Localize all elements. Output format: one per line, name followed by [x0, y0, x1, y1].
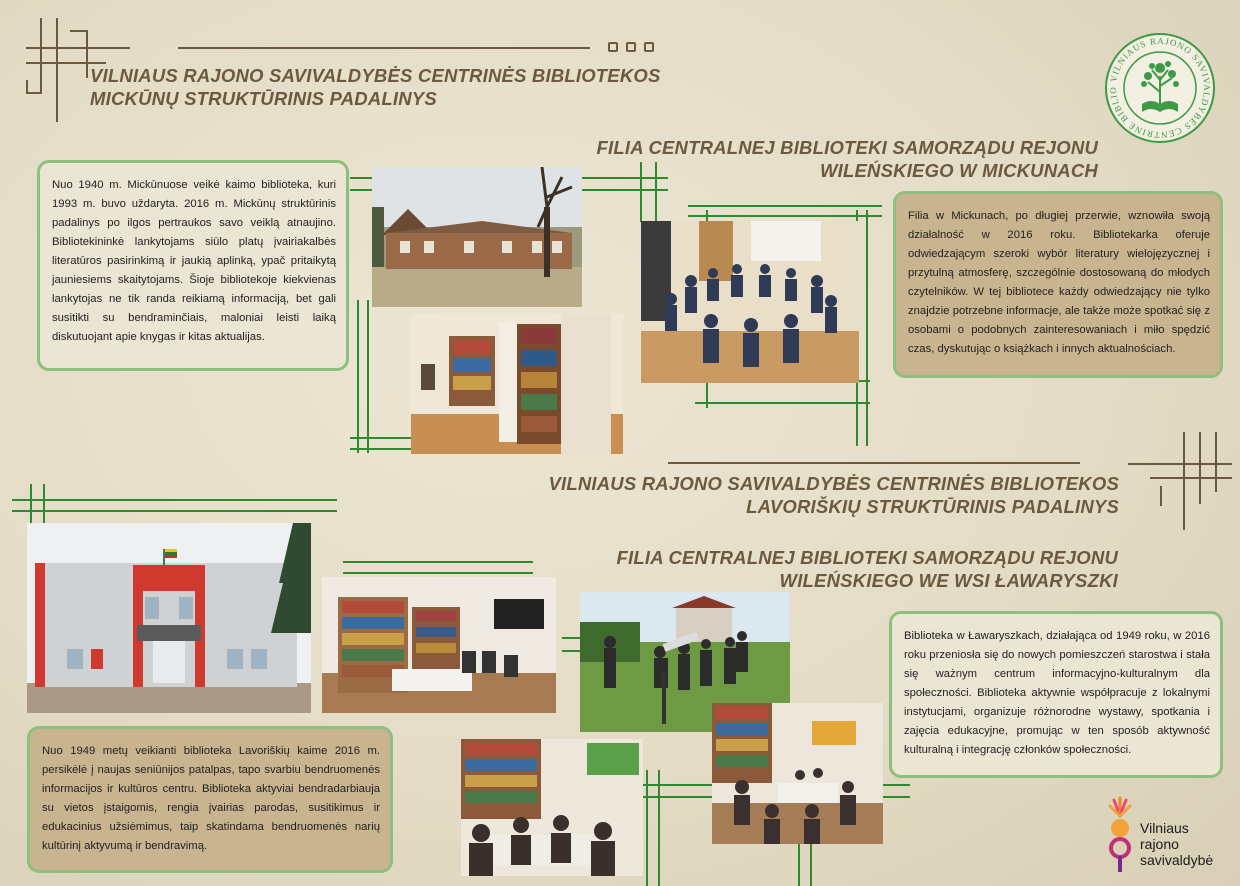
frame-line [30, 484, 32, 524]
ornament-line [86, 30, 88, 78]
frame-line [12, 499, 337, 501]
photo-mickunai-building [372, 167, 582, 307]
municipality-logo [1100, 796, 1230, 876]
section2-pl-textbox [889, 611, 1223, 778]
frame-line [866, 210, 868, 446]
section1-pl-title-line2: WILEŃSKIEGO W MICKUNACH [820, 160, 1098, 181]
frame-line [655, 162, 657, 222]
municipality-name [1140, 820, 1213, 868]
photo-lavoriskes-workshop [461, 739, 643, 876]
section1-lt-title [90, 64, 661, 110]
section2-lt-title-line2: LAVORIŠKIŲ STRUKTŪRINIS PADALINYS [746, 496, 1119, 517]
section1-lt-text: Nuo 1940 m. Mickūnuose veikė kaimo biblioteka, kuri 1993 m. buvo uždaryta. 2016 m. Mickūnų struktūrinis padalinys po ilgos pertraukos savo veiklą atnaujino. Bibliotekininkė lankytojams siūlo platų įvairiakalbės literatūros pasirinkimą ir jaukią aplinką, ypač pritaikytą jauniesiems skaitytojams. Šioje bibliotekoje kiekvienas lankytojas ne tik randa reikiamą informaciją, bet gali susitikti su bendraminčiais, maloniai leisti laiką diskutuojant apie knygas ir kitas aktualijas. [52, 179, 336, 343]
municipality-name-line1: Vilniaus [1140, 820, 1189, 836]
ornament-line [40, 18, 42, 94]
photo-mickunai-reading-circle [641, 221, 859, 383]
frame-line [43, 484, 45, 524]
photo-lavoriskes-activity-room [712, 703, 883, 844]
section2-pl-title-line2: WILEŃSKIEGO WE WSI ŁAWARYSZKI [779, 570, 1118, 591]
section1-pl-title-line1: FILIA CENTRALNEJ BIBLIOTEKI SAMORZĄDU REJONU [596, 137, 1098, 158]
photo-mickunai-shelves [411, 314, 623, 454]
ornament-line [1199, 432, 1201, 504]
ornament-line [1160, 486, 1162, 506]
ornament-line [1215, 432, 1217, 492]
section2-lt-text: Nuo 1949 metų veikianti biblioteka Lavoriškių kaime 2016 m. persikėlė į naujas seniūnijos patalpas, tapo svarbiu bendruomenės informacijos ir kultūros centru. Biblioteka aktyviai bendradarbiauja su vietos įstaigomis, rengia įvairias parodas, susitikimus ir edukacinius užsiėmimus, taip skatindama bendruomenės narių kultūrinį aktyvumą ir bendravimą. [42, 745, 380, 852]
frame-line [357, 300, 359, 453]
section2-lt-textbox [27, 726, 393, 873]
frame-line [343, 561, 533, 563]
photo-lavoriskes-building [27, 523, 311, 713]
library-seal-logo [1104, 32, 1216, 144]
section1-pl-textbox [893, 191, 1223, 378]
section2-lt-title-line1: VILNIAUS RAJONO SAVIVALDYBĖS CENTRINĖS BIBLIOTEKOS [548, 473, 1119, 494]
frame-line [562, 637, 582, 639]
frame-line [688, 215, 882, 217]
ornament-line [1150, 477, 1232, 479]
ornament-square [626, 42, 636, 52]
frame-line [640, 162, 642, 222]
section1-lt-title-line2: MICKŪNŲ STRUKTŪRINIS PADALINYS [90, 88, 437, 109]
municipality-name-line3: savivaldybė [1140, 852, 1214, 868]
ornament-square [644, 42, 654, 52]
header-rule [178, 47, 590, 49]
frame-line [367, 300, 369, 453]
ornament-square [608, 42, 618, 52]
frame-line [562, 650, 582, 652]
frame-line [695, 402, 870, 404]
section2-pl-title-line1: FILIA CENTRALNEJ BIBLIOTEKI SAMORZĄDU REJONU [616, 547, 1118, 568]
municipality-name-line2: rajono [1140, 836, 1179, 852]
section2-pl-title [617, 546, 1118, 592]
section1-pl-title [597, 136, 1098, 182]
section1-pl-text: Filia w Mickunach, po długiej przerwie, wznowiła swoją działalność w 2016 roku. Bibliotekarka oferuje odwiedzającym szeroki wybór literatury wielojęzycznej i przytulną atmosferę, szczególnie dostosowaną do młodych czytelników. W tej bibliotece każdy odwiedzający nie tylko znajdzie potrzebne informacje, ale także może spotkać się z osobami o podobnych zainteresowaniach i miło spędzić czas, dyskutując o książkach i innych aktualnościach. [908, 210, 1210, 355]
section1-lt-title-line1: VILNIAUS RAJONO SAVIVALDYBĖS CENTRINĖS BIBLIOTEKOS [90, 65, 661, 86]
svg-text:VILNIAUS RAJONO SAVIVALDYBĖS C: VILNIAUS RAJONO SAVIVALDYBĖS CENTRINĖ BIBLIO [1107, 35, 1213, 141]
frame-line [688, 205, 882, 207]
frame-line [12, 510, 337, 512]
library-seal-icon [1104, 32, 1216, 144]
ornament-line [56, 18, 58, 122]
ornament-line [26, 92, 42, 94]
municipality-emblem-icon [1100, 796, 1140, 876]
section2-lt-title [548, 472, 1119, 518]
frame-line [343, 572, 533, 574]
photo-lavoriskes-reading-room [322, 577, 556, 713]
section1-lt-textbox [37, 160, 349, 371]
section2-pl-text: Biblioteka w Ławaryszkach, działająca od 1949 roku, w 2016 roku przeniosła się do nowych pomieszczeń starostwa i stała się ważnym centrum informacyjno-kulturalnym dla społeczności. Biblioteka aktywnie współpracuje z lokalnymi instytucjami, organizuje różnorodne wystawy, spotkania i zajęcia edukacyjne, promując w ten sposób aktywność kulturalną i integrację członków społeczności. [904, 630, 1210, 756]
frame-line [658, 770, 660, 886]
section2-rule [668, 462, 1080, 464]
frame-line [646, 770, 648, 886]
ornament-line [1183, 432, 1185, 530]
